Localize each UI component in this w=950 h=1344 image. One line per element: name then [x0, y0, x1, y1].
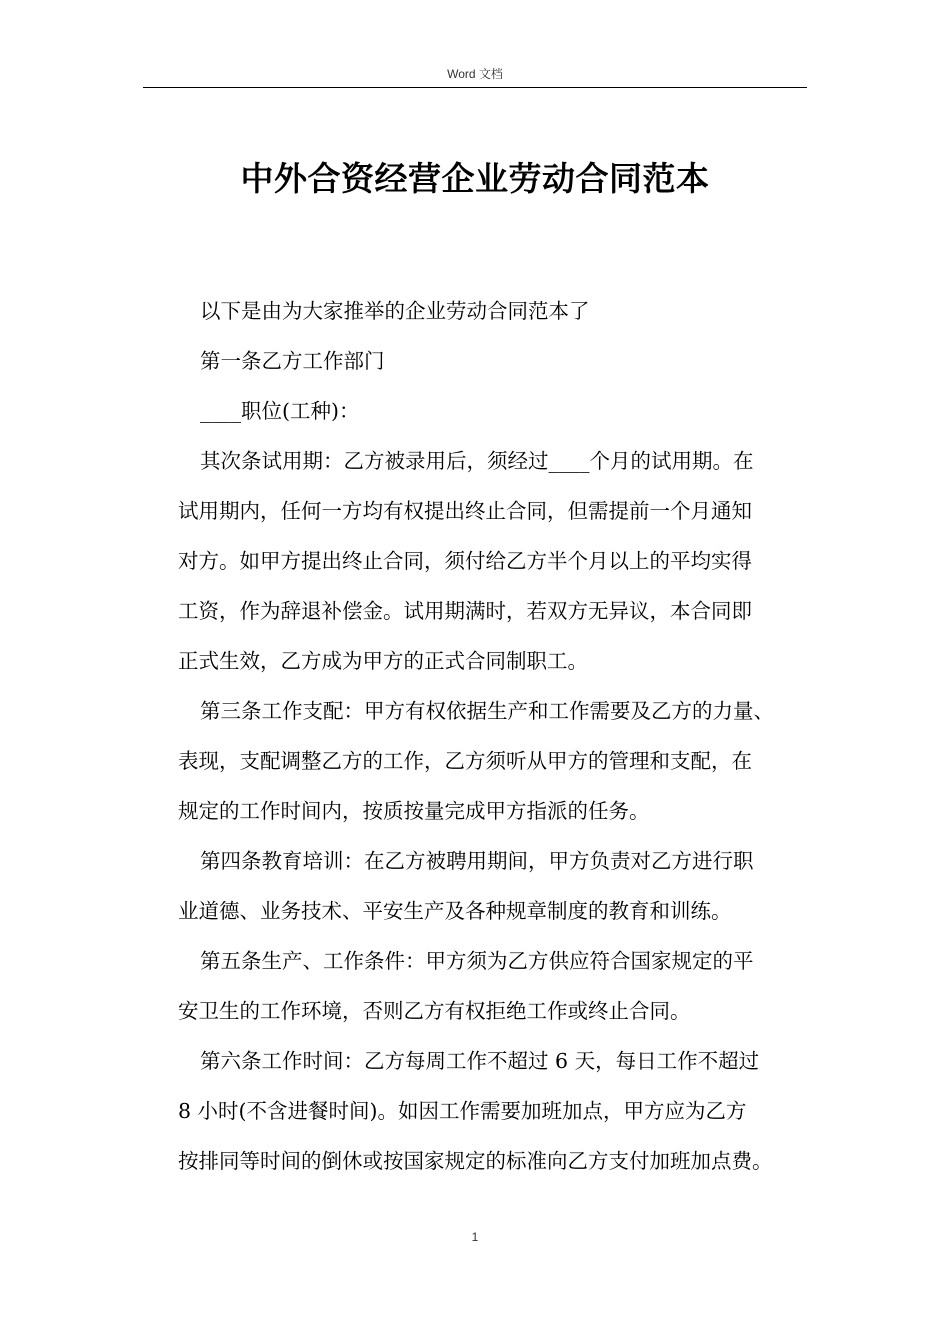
- paragraph-line: 第六条工作时间：乙方每周工作不超过 6 天，每日工作不超过: [200, 1049, 760, 1073]
- paragraph: [178, 386, 828, 436]
- paragraph: [178, 936, 828, 1036]
- paragraph-line: 表现，支配调整乙方的工作，乙方须听从甲方的管理和支配，在: [178, 749, 752, 773]
- paragraph-line: 以下是由为大家推举的企业劳动合同范本了: [200, 299, 590, 323]
- paragraph-line: 业道德、业务技术、平安生产及各种规章制度的教育和训练。: [178, 899, 732, 923]
- document-body: [178, 286, 828, 1186]
- paragraph-line: 工资，作为辞退补偿金。试用期满时，若双方无异议，本合同即: [178, 599, 752, 623]
- paragraph-line: 8 小时(不含进餐时间)。如因工作需要加班加点，甲方应为乙方: [178, 1099, 747, 1123]
- paragraph: [178, 336, 828, 386]
- document-title: 中外合资经营企业劳动合同范本: [240, 159, 710, 198]
- header-divider: [143, 87, 807, 88]
- paragraph-line: 第一条乙方工作部门: [200, 349, 385, 373]
- paragraph: [178, 1036, 828, 1186]
- paragraph-line: 试用期内，任何一方均有权提出终止合同，但需提前一个月通知: [178, 499, 752, 523]
- page-header: Word 文档: [447, 67, 503, 81]
- page-number: 1: [471, 1230, 479, 1244]
- paragraph-line: 规定的工作时间内，按质按量完成甲方指派的任务。: [178, 799, 650, 823]
- paragraph-line: 其次条试用期：乙方被录用后，须经过____个月的试用期。在: [200, 449, 754, 473]
- paragraph: [178, 286, 828, 336]
- paragraph: [178, 836, 828, 936]
- paragraph-line: 安卫生的工作环境，否则乙方有权拒绝工作或终止合同。: [178, 999, 691, 1023]
- paragraph-line: 对方。如甲方提出终止合同，须付给乙方半个月以上的平均实得: [178, 549, 752, 573]
- paragraph: [178, 686, 828, 836]
- paragraph-line: ____职位(工种)：: [200, 399, 360, 423]
- paragraph-line: 按排同等时间的倒休或按国家规定的标准向乙方支付加班加点费。: [178, 1149, 773, 1173]
- paragraph-line: 第四条教育培训：在乙方被聘用期间，甲方负责对乙方进行职: [200, 849, 754, 873]
- paragraph-line: 第五条生产、工作条件：甲方须为乙方供应符合国家规定的平: [200, 949, 754, 973]
- paragraph: [178, 436, 828, 686]
- paragraph-line: 第三条工作支配：甲方有权依据生产和工作需要及乙方的力量、: [200, 699, 774, 723]
- paragraph-line: 正式生效，乙方成为甲方的正式合同制职工。: [178, 649, 588, 673]
